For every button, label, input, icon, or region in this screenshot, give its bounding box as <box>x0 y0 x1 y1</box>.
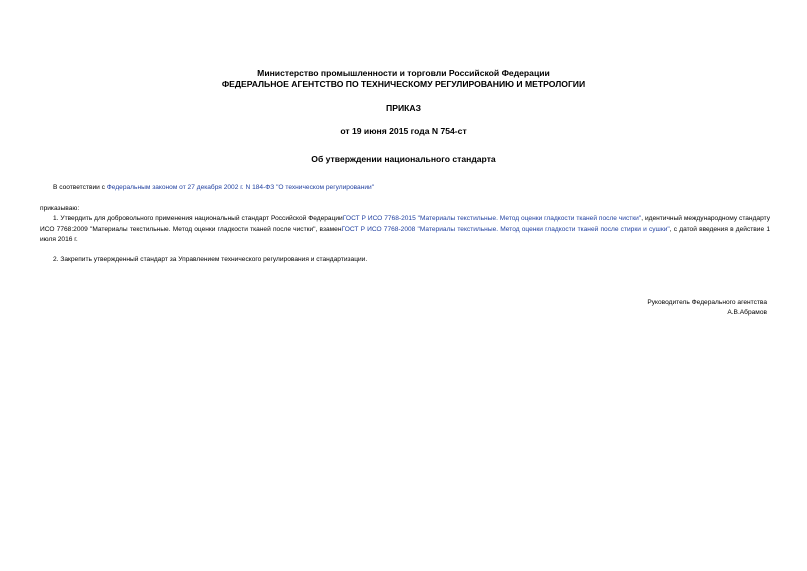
ministry-heading: Министерство промышленности и торговли Российской Федерации <box>257 68 550 78</box>
gost-2008-link[interactable]: ГОСТ Р ИСО 7768-2008 "Материалы текстильные. Метод оценки гладкости тканей после стирки и сушки" <box>341 225 670 233</box>
gost-2015-link[interactable]: ГОСТ Р ИСО 7768-2015 "Материалы текстильные. Метод оценки гладкости тканей после чистки" <box>342 215 642 222</box>
item-1-text-a: 1. Утвердить для добровольного применения национальный стандарт Российской Федерации <box>53 215 343 222</box>
subject-heading: Об утверждении национального стандарта <box>311 154 496 164</box>
signature-title: Руководитель Федерального агентства <box>647 299 767 306</box>
basis-prefix: В соответствии с <box>53 184 107 191</box>
basis-paragraph <box>53 183 374 193</box>
federal-law-link[interactable]: Федеральным законом от 27 декабря 2002 г. N 184-ФЗ "О техническом регулировании" <box>106 184 375 191</box>
item-2-paragraph: 2. Закрепить утвержденный стандарт за Управлением технического регулирования и стандартизации. <box>53 256 368 263</box>
item-1-paragraph <box>40 214 770 246</box>
order-word: приказываю: <box>40 205 80 212</box>
signature-name: А.В.Абрамов <box>727 309 767 316</box>
item-1-text-b: , идентичный международному стандарту ИСО 7768:2009 "Материалы текстильные. Метод оценки гладкости тканей после чистки", взамен <box>40 215 770 233</box>
item-1-text-c: , с датой введения в действие 1 июля 2016 г. <box>40 225 770 243</box>
agency-heading: ФЕДЕРАЛЬНОЕ АГЕНТСТВО ПО ТЕХНИЧЕСКОМУ РЕГУЛИРОВАНИЮ И МЕТРОЛОГИИ <box>221 79 586 89</box>
document-type-heading: ПРИКАЗ <box>386 103 421 113</box>
date-number-heading: от 19 июня 2015 года N 754-ст <box>340 126 467 136</box>
